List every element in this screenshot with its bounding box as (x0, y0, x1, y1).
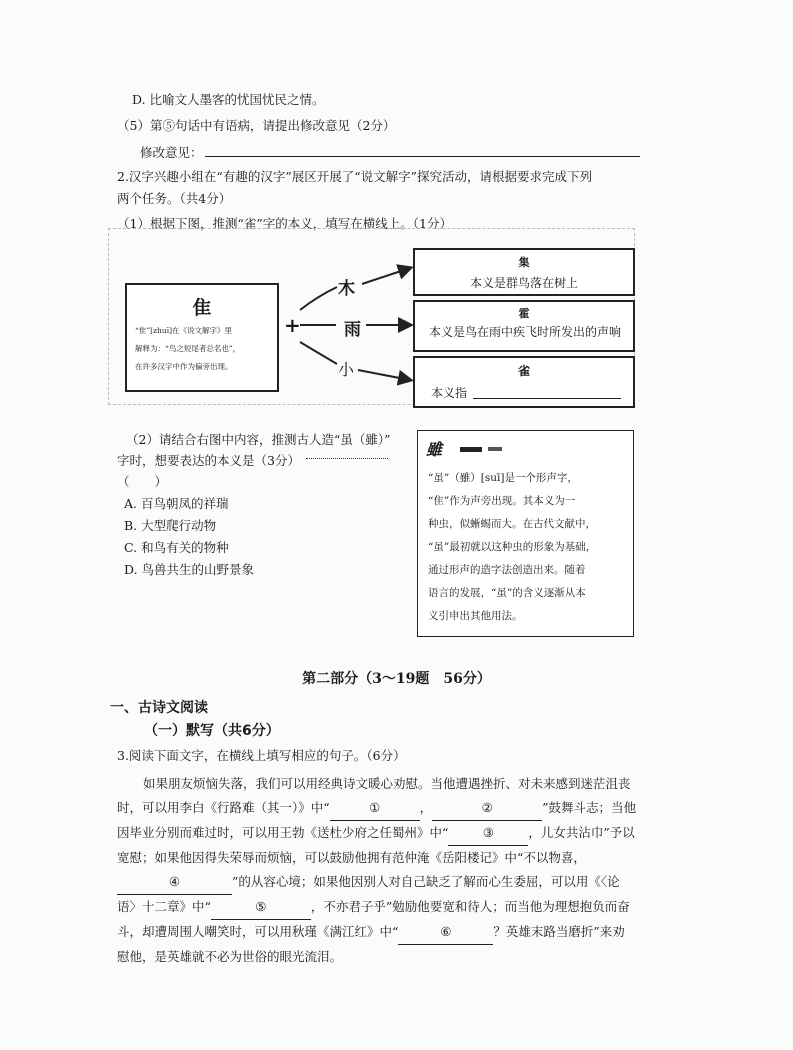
revise-label: 修改意见： (140, 145, 203, 160)
title-decoration-small (488, 447, 502, 451)
part2-heading: 第二部分（3～19题 56分） (302, 671, 491, 687)
blank-4[interactable]: ④ (117, 870, 232, 895)
center-char: 隹 (192, 297, 212, 319)
option-b[interactable]: B. 大型爬行动物 (124, 518, 217, 533)
answer-paren[interactable]: （ ） (117, 474, 168, 489)
result-box-que (413, 356, 635, 408)
option-d: D. 比喻文人墨客的忧国忧民之情。 (132, 92, 325, 107)
subsection-dictation: （一）默写（共6分） (144, 723, 280, 739)
para-text: ”鼓舞斗志；当他因毕业分别而难过时，可以用王勃《送杜少府之任蜀州》中“ (117, 800, 637, 840)
result-char-ji: 集 (518, 256, 530, 269)
section1-heading: 一、古诗文阅读 (110, 700, 208, 716)
sui-line: “虽”最初就以这种虫的形象为基础， (428, 541, 597, 553)
blank-1[interactable]: ① (330, 796, 420, 821)
sui-info-box (417, 430, 634, 637)
que-answer-line[interactable] (473, 398, 621, 399)
result-char-huo: 霍 (518, 307, 530, 320)
sui-title-char: 雖 (426, 440, 443, 459)
q2-intro-line1: 2.汉字兴趣小组在“有趣的汉字”展区开展了“说文解字”探究活动，请根据要求完成下列 (117, 169, 592, 184)
para-text: 如果朋友烦恼失落，我们可以用经典诗文暖心劝慰。当他遭遇挫折、对未来感到迷茫沮丧时，可以用李白《行路难（其一）》中“ (117, 776, 631, 815)
result-meaning-que: 本义指 (431, 386, 468, 400)
component-small: 小 (338, 360, 355, 379)
sui-line: “虽”（雖）[suī]是一个形声字， (428, 472, 578, 484)
task2-dotted-line (306, 458, 388, 459)
component-wood: 木 (338, 279, 355, 299)
sui-line: 种虫，似蜥蜴而大。在古代文献中， (428, 518, 596, 530)
blank-6[interactable]: ⑥ (398, 920, 493, 945)
q3-title: 3.阅读下面文字，在横线上填写相应的句子。（6分） (117, 748, 406, 763)
blank-3[interactable]: ③ (448, 821, 528, 846)
center-text-line3: 在许多汉字中作为偏旁出现。 (135, 362, 233, 371)
sui-line: “隹”作为声旁出现。其本义为一 (428, 495, 576, 507)
para-text: ， (419, 800, 433, 815)
sui-line: 语言的发展，“虽”的含义逐渐从本 (428, 587, 586, 599)
blank-5[interactable]: ⑤ (211, 895, 311, 920)
q2-task1: （1）根据下图，推测“雀”字的本义，填写在横线上。（1分） (117, 216, 452, 231)
sui-line: 义引申出其他用法。 (428, 610, 523, 622)
result-meaning-ji: 本义是群鸟落在树上 (469, 276, 578, 290)
blank-2[interactable]: ② (432, 796, 542, 821)
sui-line: 通过形声的造字法创造出来。随着 (428, 564, 586, 576)
center-text-line1: “隹”[zhuī]在《说文解字》里 (135, 326, 233, 335)
center-text-line2: 解释为：“鸟之短尾者总名也”， (135, 344, 241, 353)
plus-sign: + (284, 313, 301, 337)
title-decoration (460, 447, 482, 452)
q2-intro-line2: 两个任务。（共4分） (117, 191, 232, 206)
sub-question-5: （5）第⑤句话中有语病，请提出修改意见（2分） (117, 118, 396, 133)
q3-paragraph (117, 772, 637, 969)
result-box-ji (413, 248, 635, 296)
option-a[interactable]: A. 百鸟朝凤的祥瑞 (124, 496, 229, 511)
para-text: ，儿女共沾巾”予以宽慰；如果他因得失荣辱而烦恼，可以鼓励他拥有范仲淹《岳阳楼记》中“不以物喜， (117, 825, 635, 865)
task2-line1: （2）请结合右图中内容，推测古人造“虽（雖）” (126, 432, 391, 447)
result-box-huo (413, 300, 635, 352)
result-char-que: 雀 (517, 364, 530, 378)
para-text: ”的从容心境；如果他因别人对自己缺乏了解而心生委屈，可以用《〈论语〉十二章》中“ (117, 874, 620, 914)
result-meaning-huo: 本义是鸟在雨中疾飞时所发出的声响 (428, 325, 621, 339)
option-d-task2[interactable]: D. 鸟兽共生的山野景象 (124, 562, 255, 577)
component-rain: 雨 (344, 320, 361, 340)
para-text: ？英雄末路当磨折”来劝慰他，是英雄就不必为世俗的眼光流泪。 (117, 924, 625, 964)
task2-line2: 字时，想要表达的本义是（3分） (117, 453, 300, 468)
option-c[interactable]: C. 和鸟有关的物种 (124, 540, 229, 555)
para-text: ，不亦君子乎”勉励他要宽和待人；而当他为理想抱负而奋斗，却遭周围人嘲笑时，可以用秋瑾《满江红》中“ (117, 899, 630, 939)
